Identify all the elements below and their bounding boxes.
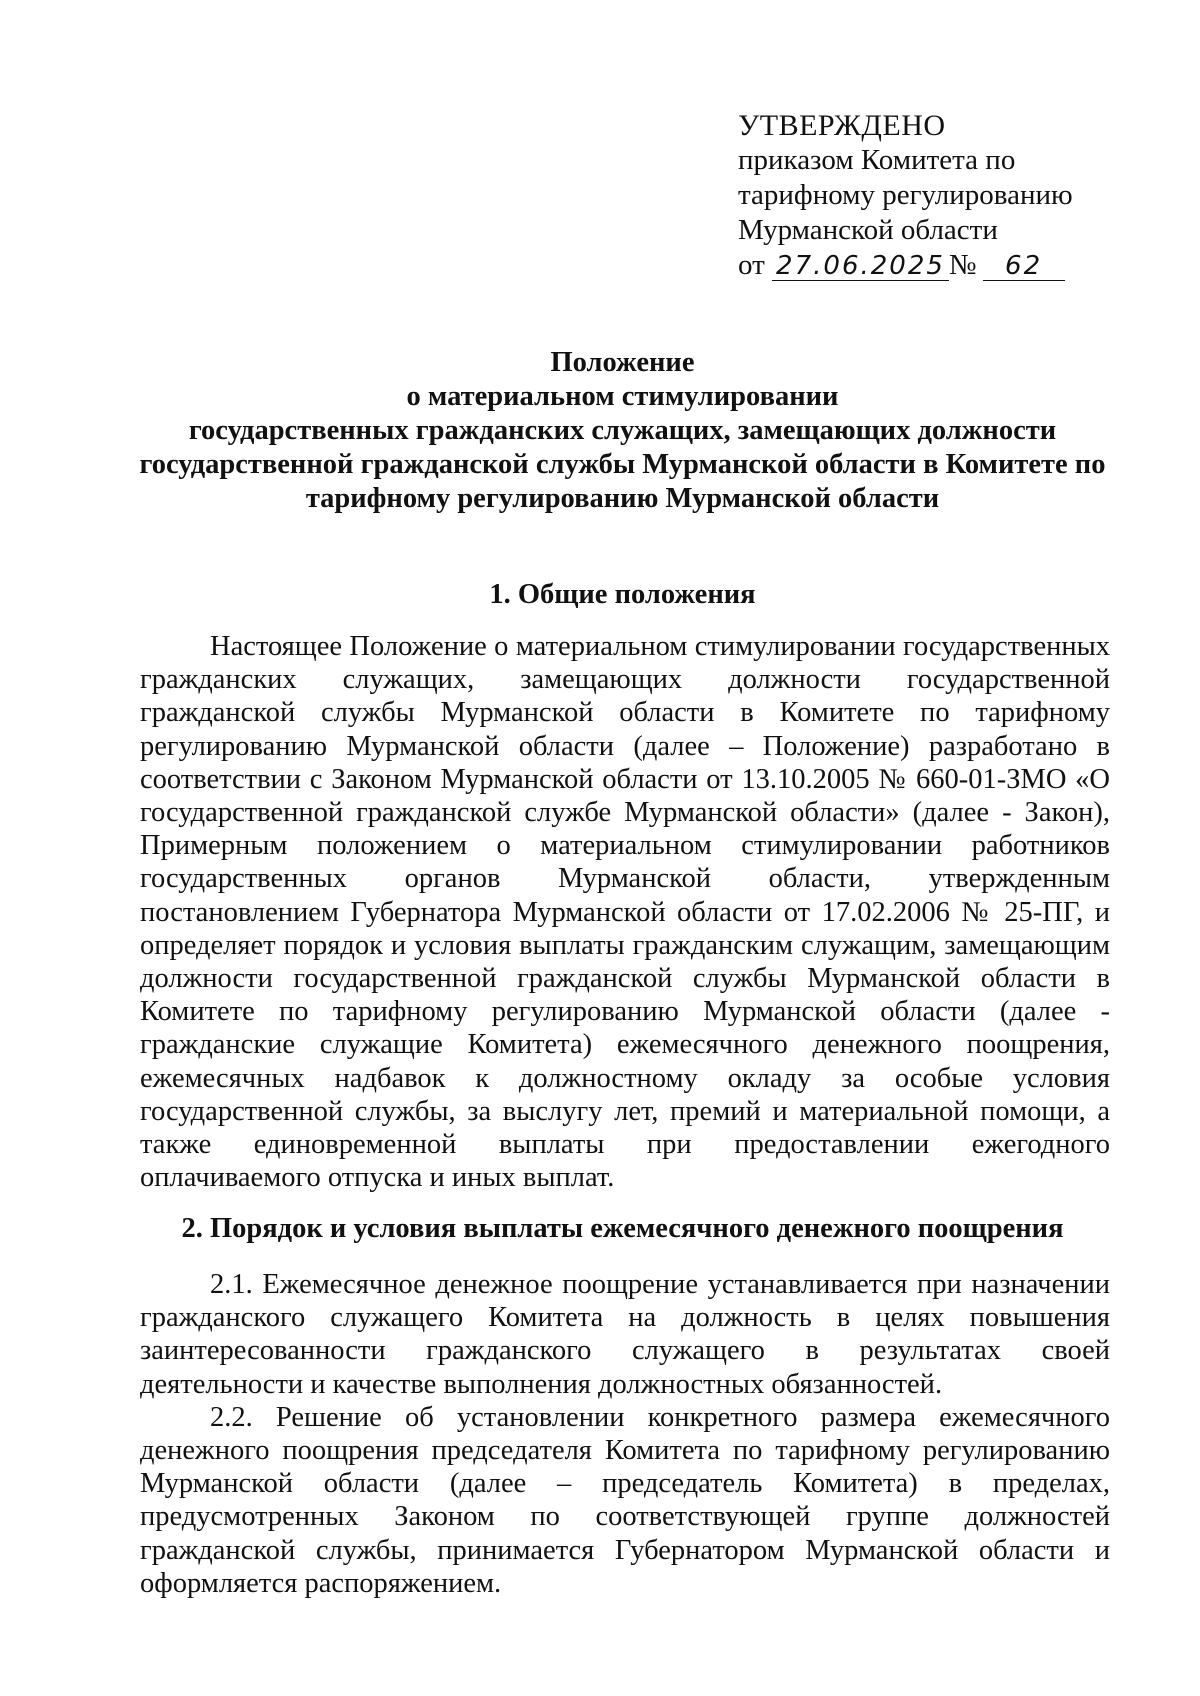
handwritten-date: 27.06.2025 <box>772 252 949 281</box>
section-1-body <box>140 630 1110 1194</box>
approval-stamp: УТВЕРЖДЕНО <box>738 109 946 142</box>
approval-block <box>738 108 1158 283</box>
section-2-body <box>140 1268 1110 1600</box>
handwritten-number: 62 <box>983 252 1065 281</box>
title-line-4: государственной гражданской службы Мурманской области в Комитете по <box>139 449 1106 480</box>
approval-line-1: приказом Комитета по <box>738 144 1016 176</box>
title-line-2: о материальном стимулировании <box>406 381 839 412</box>
section-1-paragraph: Настоящее Положение о материальном стимулировании государственных гражданских служащих, замещающих должности государственной гражданской службы Мурманской области в Комитете по тарифному регулированию Мурманской области (далее – Положение) разработано в соответствии с Законом Мурманской области от 13.10.2005 № 660-01-ЗМО «О государственной гражданской службе Мурманской области» (далее - Закон), Примерным положением о материальном стимулировании работников государственных органов Мурманской области, утвержденным постановлением Губернатора Мурманской области от 17.02.2006 № 25-ПГ, и определяет порядок и условия выплаты гражданским служащим, замещающим должности государственной гражданской службы Мурманской области в Комитете по тарифному регулированию Мурманской области (далее - гражданские служащие Комитета) ежемесячного денежного поощрения, ежемесячных надбавок к должностному окладу за особые условия государственной службы, за выслугу лет, премий и материальной помощи, а также единовременной выплаты при предоставлении ежегодного оплачиваемого отпуска и иных выплат. <box>140 631 1110 1194</box>
section-2-heading: 2. Порядок и условия выплаты ежемесячного денежного поощрения <box>181 1213 1064 1244</box>
from-label: от <box>738 249 765 281</box>
section-2-paragraph-1: 2.1. Ежемесячное денежное поощрение устанавливается при назначении гражданского служащего Комитета на должность в целях повышения заинтересованности гражданского служащего в результатах своей деятельности и качестве выполнения должностных обязанностей. <box>140 1269 1110 1400</box>
document-title <box>130 346 1115 516</box>
approval-date-line <box>738 248 1158 283</box>
title-line-1: Положение <box>550 347 695 378</box>
section-1-heading: 1. Общие положения <box>489 579 756 610</box>
number-label: № <box>948 249 977 281</box>
approval-line-3: Мурманской области <box>738 214 998 246</box>
title-line-5: тарифному регулированию Мурманской области <box>305 483 940 514</box>
approval-line-2: тарифному регулированию <box>738 179 1073 211</box>
title-line-3: государственных гражданских служащих, замещающих должности <box>188 415 1057 446</box>
section-2-paragraph-2: 2.2. Решение об установлении конкретного размера ежемесячного денежного поощрения председателя Комитета по тарифному регулированию Мурманской области (далее – председатель Комитета) в пределах, предусмотренных Законом по соответствующей группе должностей гражданской службы, принимается Губернатором Мурманской области и оформляется распоряжением. <box>140 1401 1110 1599</box>
